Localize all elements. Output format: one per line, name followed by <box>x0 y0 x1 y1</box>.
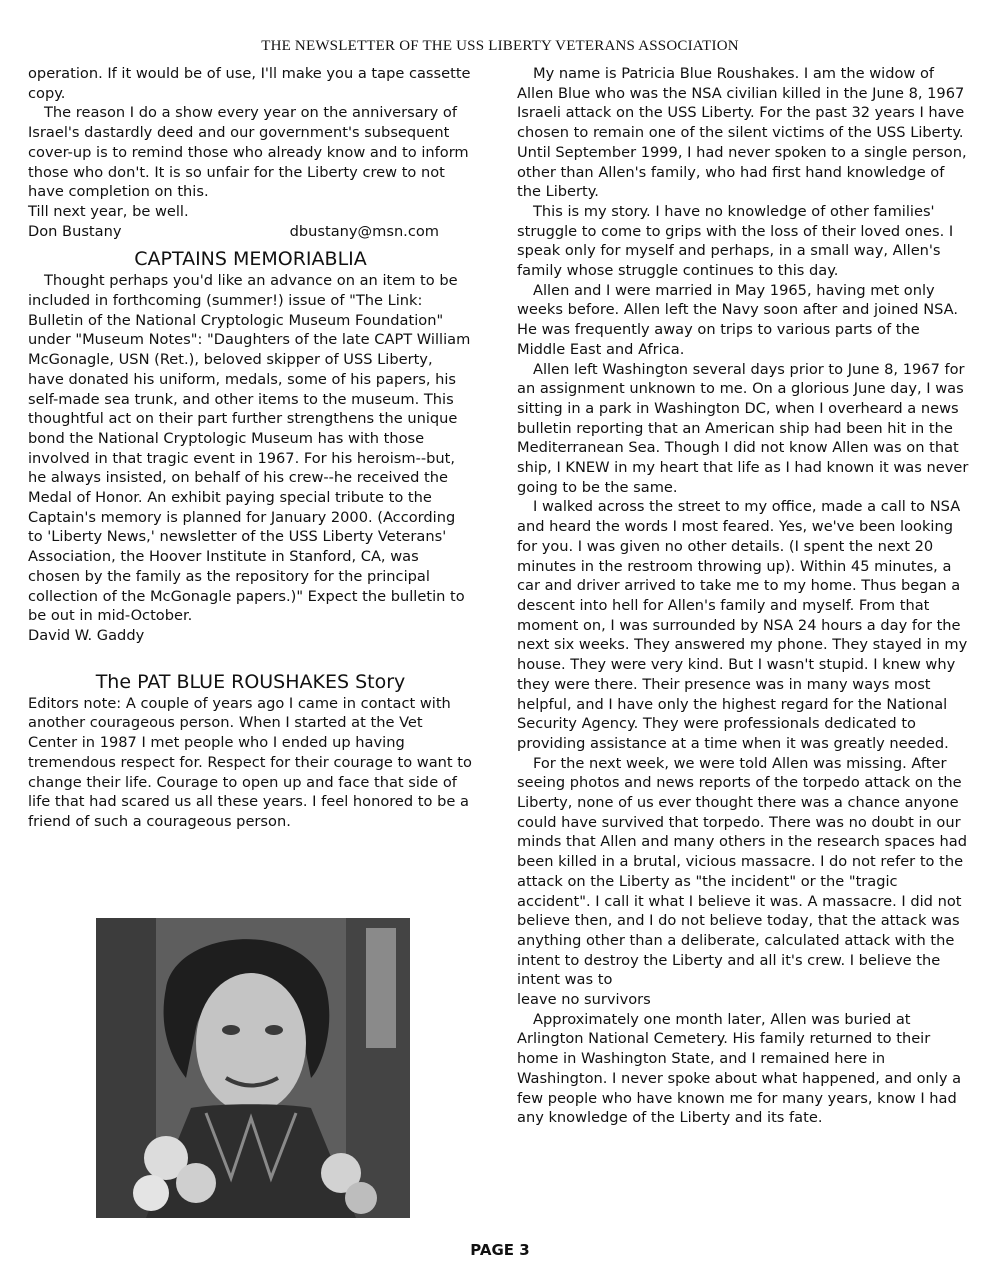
portrait-photo <box>96 918 410 1218</box>
paragraph: leave no survivors <box>517 991 651 1009</box>
paragraph: Thought perhaps you'd like an advance on an item to be included in forthcoming (summer!) issue of "The Link: Bulletin of the National Cryptologic Museum Foundation" under "Museum Notes": "Daughters of the late CAPT William McGonagle, USN (Ret.), beloved skipper of USS Liberty, have donated his uniform, medals, some of his papers, his self-made sea trunk, and other items to the museum. This thoughtful act on their part further strengthens the unique bond the National Cryptologic Museum has with those involved in that tragic event in 1967. For his heroism--but, he always insisted, on behalf of his crew--he received the Medal of Honor. An exhibit paying special tribute to the Captain's memory is planned for January 2000. (According to 'Liberty News,' newsletter of the USS Liberty Veterans' Association, the Hoover Institute in Stanford, CA, was chosen by the family as the repository for the principal collection of the McGonagle papers.)" Expect the bulletin to be out in mid-October. <box>28 272 471 625</box>
page-number: PAGE 3 <box>470 1241 530 1259</box>
paragraph: I walked across the street to my office, made a call to NSA and heard the words I most feared. Yes, we've been looking for you. I was given no other details. (I spent the next 20 minutes in the restroom throwing up). Within 45 minutes, a car and driver arrived to take me to my home. Thus began a descent into hell for Allen's family and myself. From that moment on, I was surrounded by NSA 24 hours a day for the next six weeks. They answered my phone. They stayed in my house. They were very kind. But I wasn't stupid. I knew why they were there. Their presence was in many ways most helpful, and I have only the highest regard for the National Security Agency. They were professionals dedicated to providing assistance at a time when it was greatly needed. <box>517 498 968 752</box>
newsletter-masthead: THE NEWSLETTER OF THE USS LIBERTY VETERANS ASSOCIATION <box>261 38 739 54</box>
paragraph: operation. If it would be of use, I'll make you a tape cassette copy. <box>28 65 471 102</box>
paragraph: The reason I do a show every year on the anniversary of Israel's dastardly deed and our government's subsequent cover-up is to remind those who already know and to inform those who don't. It is so unfair for the Liberty crew to not have completion on this. <box>28 104 469 201</box>
section-heading-story: The PAT BLUE ROUSHAKES Story <box>95 670 406 693</box>
paragraph: This is my story. I have no knowledge of other families' struggle to come to grips with the loss of their loved ones. I speak only for myself and perhaps, in a small way, Allen's family whose struggle continues to this day. <box>517 202 954 280</box>
paragraph: For the next week, we were told Allen was missing. After seeing photos and news reports of the torpedo attack on the Liberty, none of us ever thought there was a chance anyone could have survived that torpedo. There was no doubt in our minds that Allen and many others in the research spaces had been killed in a brutal, vicious massacre. I do not refer to the attack on the Liberty as "the incident" or the "tragic accident". I call it what I believe it was. A massacre. I did not believe then, and I do not believe today, that the attack was anything other than a deliberate, calculated attack with the intent to destroy the Liberty and all it's crew. I believe the intent was to <box>517 754 967 989</box>
author-name: David W. Gaddy <box>28 626 145 644</box>
author-email: dbustany@msn.com <box>289 222 439 240</box>
section-heading-captains: CAPTAINS MEMORIABLIA <box>134 248 367 271</box>
paragraph: My name is Patricia Blue Roushakes. I am the widow of Allen Blue who was the NSA civilian killed in the June 8, 1967 Israeli attack on the USS Liberty. For the past 32 years I have chosen to remain one of the silent victims of the USS Liberty. Until September 1999, I had never spoken to a single person, other than Allen's family, who had first hand knowledge of the Liberty. <box>517 65 967 201</box>
paragraph: Till next year, be well. <box>28 202 189 220</box>
right-column <box>517 64 969 1128</box>
editors-note: Editors note: A couple of years ago I came in contact with another courageous person. When I started at the Vet Center in 1987 I met people who I ended up having tremendous respect for. Respect for their courage to want to change their life. Courage to open up and face that side of life that had scared us all these years. I feel honored to be a friend of such a courageous person. <box>28 694 472 830</box>
paragraph: Allen left Washington several days prior to June 8, 1967 for an assignment unknown to me. On a glorious June day, I was sitting in a park in Washington DC, when I overheard a news bulletin reporting that an American ship had been hit in the Mediterranean Sea. Though I did not know Allen was on that ship, I KNEW in my heart that life as I had known it was never going to be the same. <box>517 360 969 496</box>
left-column <box>28 64 473 832</box>
paragraph: Approximately one month later, Allen was buried at Arlington National Cemetery. His family returned to their home in Washington State, and I remained here in Washington. I never spoke about what happened, and only a few people who have known me for many years, know I had any knowledge of the Liberty and its fate. <box>517 1010 962 1127</box>
author-name: Don Bustany <box>28 222 122 240</box>
paragraph: Allen and I were married in May 1965, having met only weeks before. Allen left the Navy soon after and joined NSA. He was frequently away on trips to various parts of the Middle East and Africa. <box>517 281 959 358</box>
signature-row <box>28 222 473 242</box>
